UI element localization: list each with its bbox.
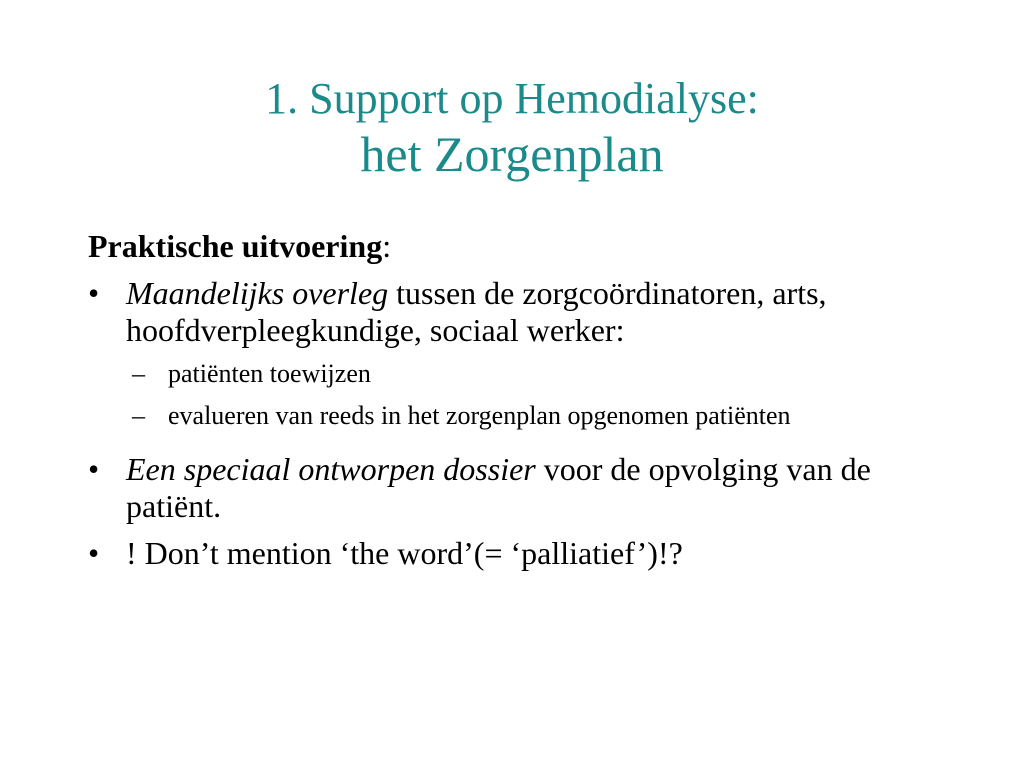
title-line-2: het Zorgenplan: [360, 126, 664, 182]
bullet-item-3: [88, 535, 968, 572]
bullet-marker: •: [88, 535, 100, 571]
bullet-3-text: ! Don’t mention ‘the word’(= ‘palliatief’)!?: [126, 535, 683, 571]
sub-marker: –: [132, 401, 145, 430]
bullet-item-1: [88, 275, 968, 349]
sub-item-2-text: evalueren van reeds in het zorgenplan opgenomen patiënten: [168, 401, 791, 430]
sub-item-1-text: patiënten toewijzen: [168, 359, 371, 388]
bullet-1-text: tussen de zorgcoördinatoren, arts, hoofdverpleegkundige, sociaal werker:: [126, 275, 827, 348]
slide-title: [0, 74, 1024, 184]
sub-marker: –: [132, 359, 145, 388]
sub-list: [132, 359, 968, 431]
bullet-marker: •: [88, 451, 100, 487]
title-line-1: 1. Support op Hemodialyse:: [265, 74, 759, 123]
bullet-2-text: voor de opvolging van de patiënt.: [126, 451, 871, 524]
section-heading-colon: :: [382, 228, 392, 264]
bullet-marker: •: [88, 275, 100, 311]
bullet-item-2: [88, 451, 968, 525]
slide-body: [88, 228, 968, 582]
sub-item-1: [132, 359, 968, 389]
sub-item-2: [132, 401, 968, 431]
section-heading-bold: Praktische uitvoering: [88, 228, 383, 264]
section-heading: [88, 228, 968, 265]
bullet-1-italic: Maandelijks overleg: [126, 275, 389, 311]
bullet-2-italic: Een speciaal ontworpen dossier: [126, 451, 536, 487]
